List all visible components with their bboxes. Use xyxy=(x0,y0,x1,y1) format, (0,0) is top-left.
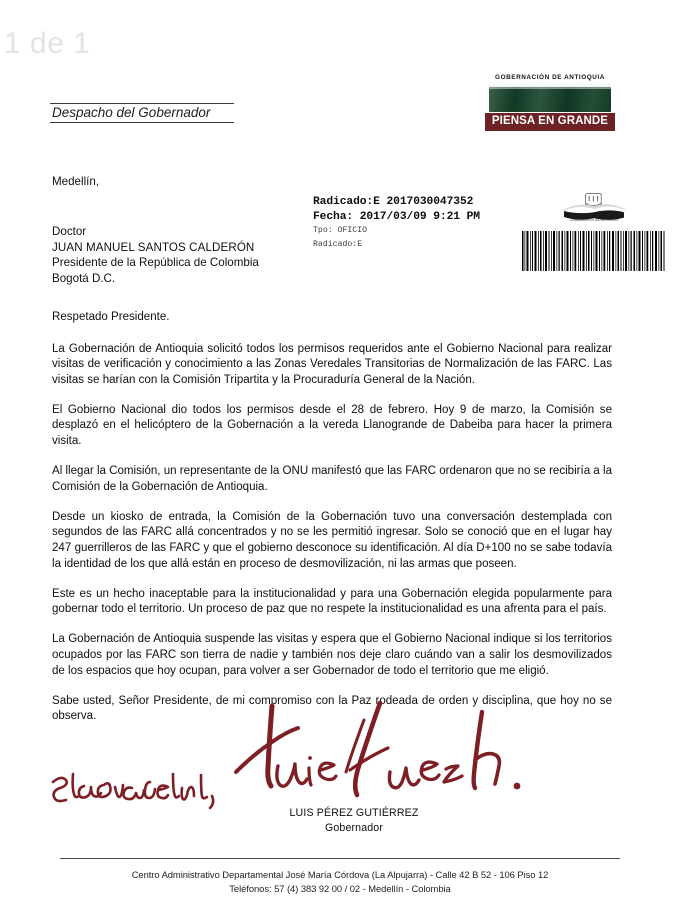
addressee-position: Presidente de la República de Colombia xyxy=(52,256,259,270)
footer xyxy=(60,858,620,896)
addressee-title: Doctor xyxy=(52,225,87,238)
green-flag-graphic xyxy=(489,87,611,112)
letterhead-logo xyxy=(484,74,616,131)
addressee-name: JUAN MANUEL SANTOS CALDERÓN xyxy=(52,240,255,254)
signer-name: LUIS PÉREZ GUTIÉRREZ xyxy=(289,807,419,819)
body-paragraph-6: La Gobernación de Antioquia suspende las visitas y espera que el Gobierno Nacional indique si los territorios ocupados por las FARC son tierra de nadie y también nos deje claro cuándo van a salir los desmovilizados de los espacios que hoy ocupan, para volver a ser Gobernador de todo el territorio que me eligió. xyxy=(52,633,612,677)
body-paragraph-3: Al llegar la Comisión, un representante de la ONU manifestó que las FARC ordenaron que no se recibiría a la Comisión de la Gobernación de Antioquia. xyxy=(52,465,612,493)
signer-title: Gobernador xyxy=(324,821,384,834)
stamp-radicado-number: Radicado:E 2017030047352 xyxy=(313,196,474,208)
body-paragraph-7: Sabe usted, Señor Presidente, de mi compromiso con la Paz rodeada de orden y disciplina, que hoy no se observa. xyxy=(52,694,612,723)
body-paragraph-1: La Gobernación de Antioquia solicitó todos los permisos requeridos ante el Gobierno Nacional para realizar visitas de verificación y conocimiento a las Zonas Veredales Transitorias de Normalización de las FARC. Las visitas se harían con la Comisión Tripartita y la Procuraduría General de la Nación. xyxy=(52,342,612,386)
body-paragraph-2: El Gobierno Nacional dio todos los permisos desde el 28 de febrero. Hoy 9 de marzo, la Comisión se desplazó en el helicóptero de la Gobernación a la vereda Llanogrande de Dabeiba para hacer la primera visita. xyxy=(52,403,612,448)
signer-block xyxy=(206,806,502,835)
letter-body xyxy=(52,310,612,739)
body-paragraph-5: Este es un hecho inaceptable para la institucionalidad y para una Gobernación elegida popularmente para gobernar todo el territorio. Un proceso de paz que no respete la institucionalidad es una afrenta para el país. xyxy=(52,587,612,616)
stamp-radicado-code: Radicado:E xyxy=(313,239,363,249)
handwritten-closing xyxy=(46,768,246,814)
svg-text:GOBERNACIÓN DE ANTIOQUIA: GOBERNACIÓN DE ANTIOQUIA xyxy=(569,218,619,223)
body-paragraph-4: Desde un kiosko de entrada, la Comisión de la Gobernación tuvo una conversación destemplada con segundos de las FARC allá concentrados y no se les permitió ingresar. Solo se conoció que en el lugar hay 247 guerrilleros de las FARC y que el gobierno desconoce su identificación. Al día D+100 no se sabe todavía la identidad de los que allá están en proceso de desmovilización, ni las armas que poseen. xyxy=(52,510,612,570)
city-line: Medellín, xyxy=(52,175,100,188)
barcode-block xyxy=(518,193,670,276)
page-title: Despacho del Gobernador xyxy=(50,103,234,123)
salutation: Respetado Presidente. xyxy=(52,311,170,323)
antioquia-emblem-icon xyxy=(558,193,630,223)
stamp-type: Tpo: OFICIO xyxy=(313,226,368,235)
addressee-block xyxy=(52,224,259,286)
letterhead-slogan-label: PIENSA EN GRANDE xyxy=(485,113,615,131)
radicado-stamp xyxy=(313,195,480,251)
footer-phone: Teléfonos: 57 (4) 383 92 00 / 02 - Medellín - Colombia xyxy=(229,883,451,894)
footer-address: Centro Administrativo Departamental José María Córdova (La Alpujarra) - Calle 42 B 52 - 106 Piso 12 xyxy=(131,869,549,880)
letterhead-organization-label: GOBERNACIÓN DE ANTIOQUIA xyxy=(495,74,605,81)
page-count-watermark: 1 de 1 xyxy=(4,27,91,60)
footer-divider xyxy=(60,858,620,859)
addressee-location: Bogotá D.C. xyxy=(52,271,116,285)
stamp-date: Fecha: 2017/03/09 9:21 PM xyxy=(313,210,480,223)
barcode-image xyxy=(521,231,667,271)
